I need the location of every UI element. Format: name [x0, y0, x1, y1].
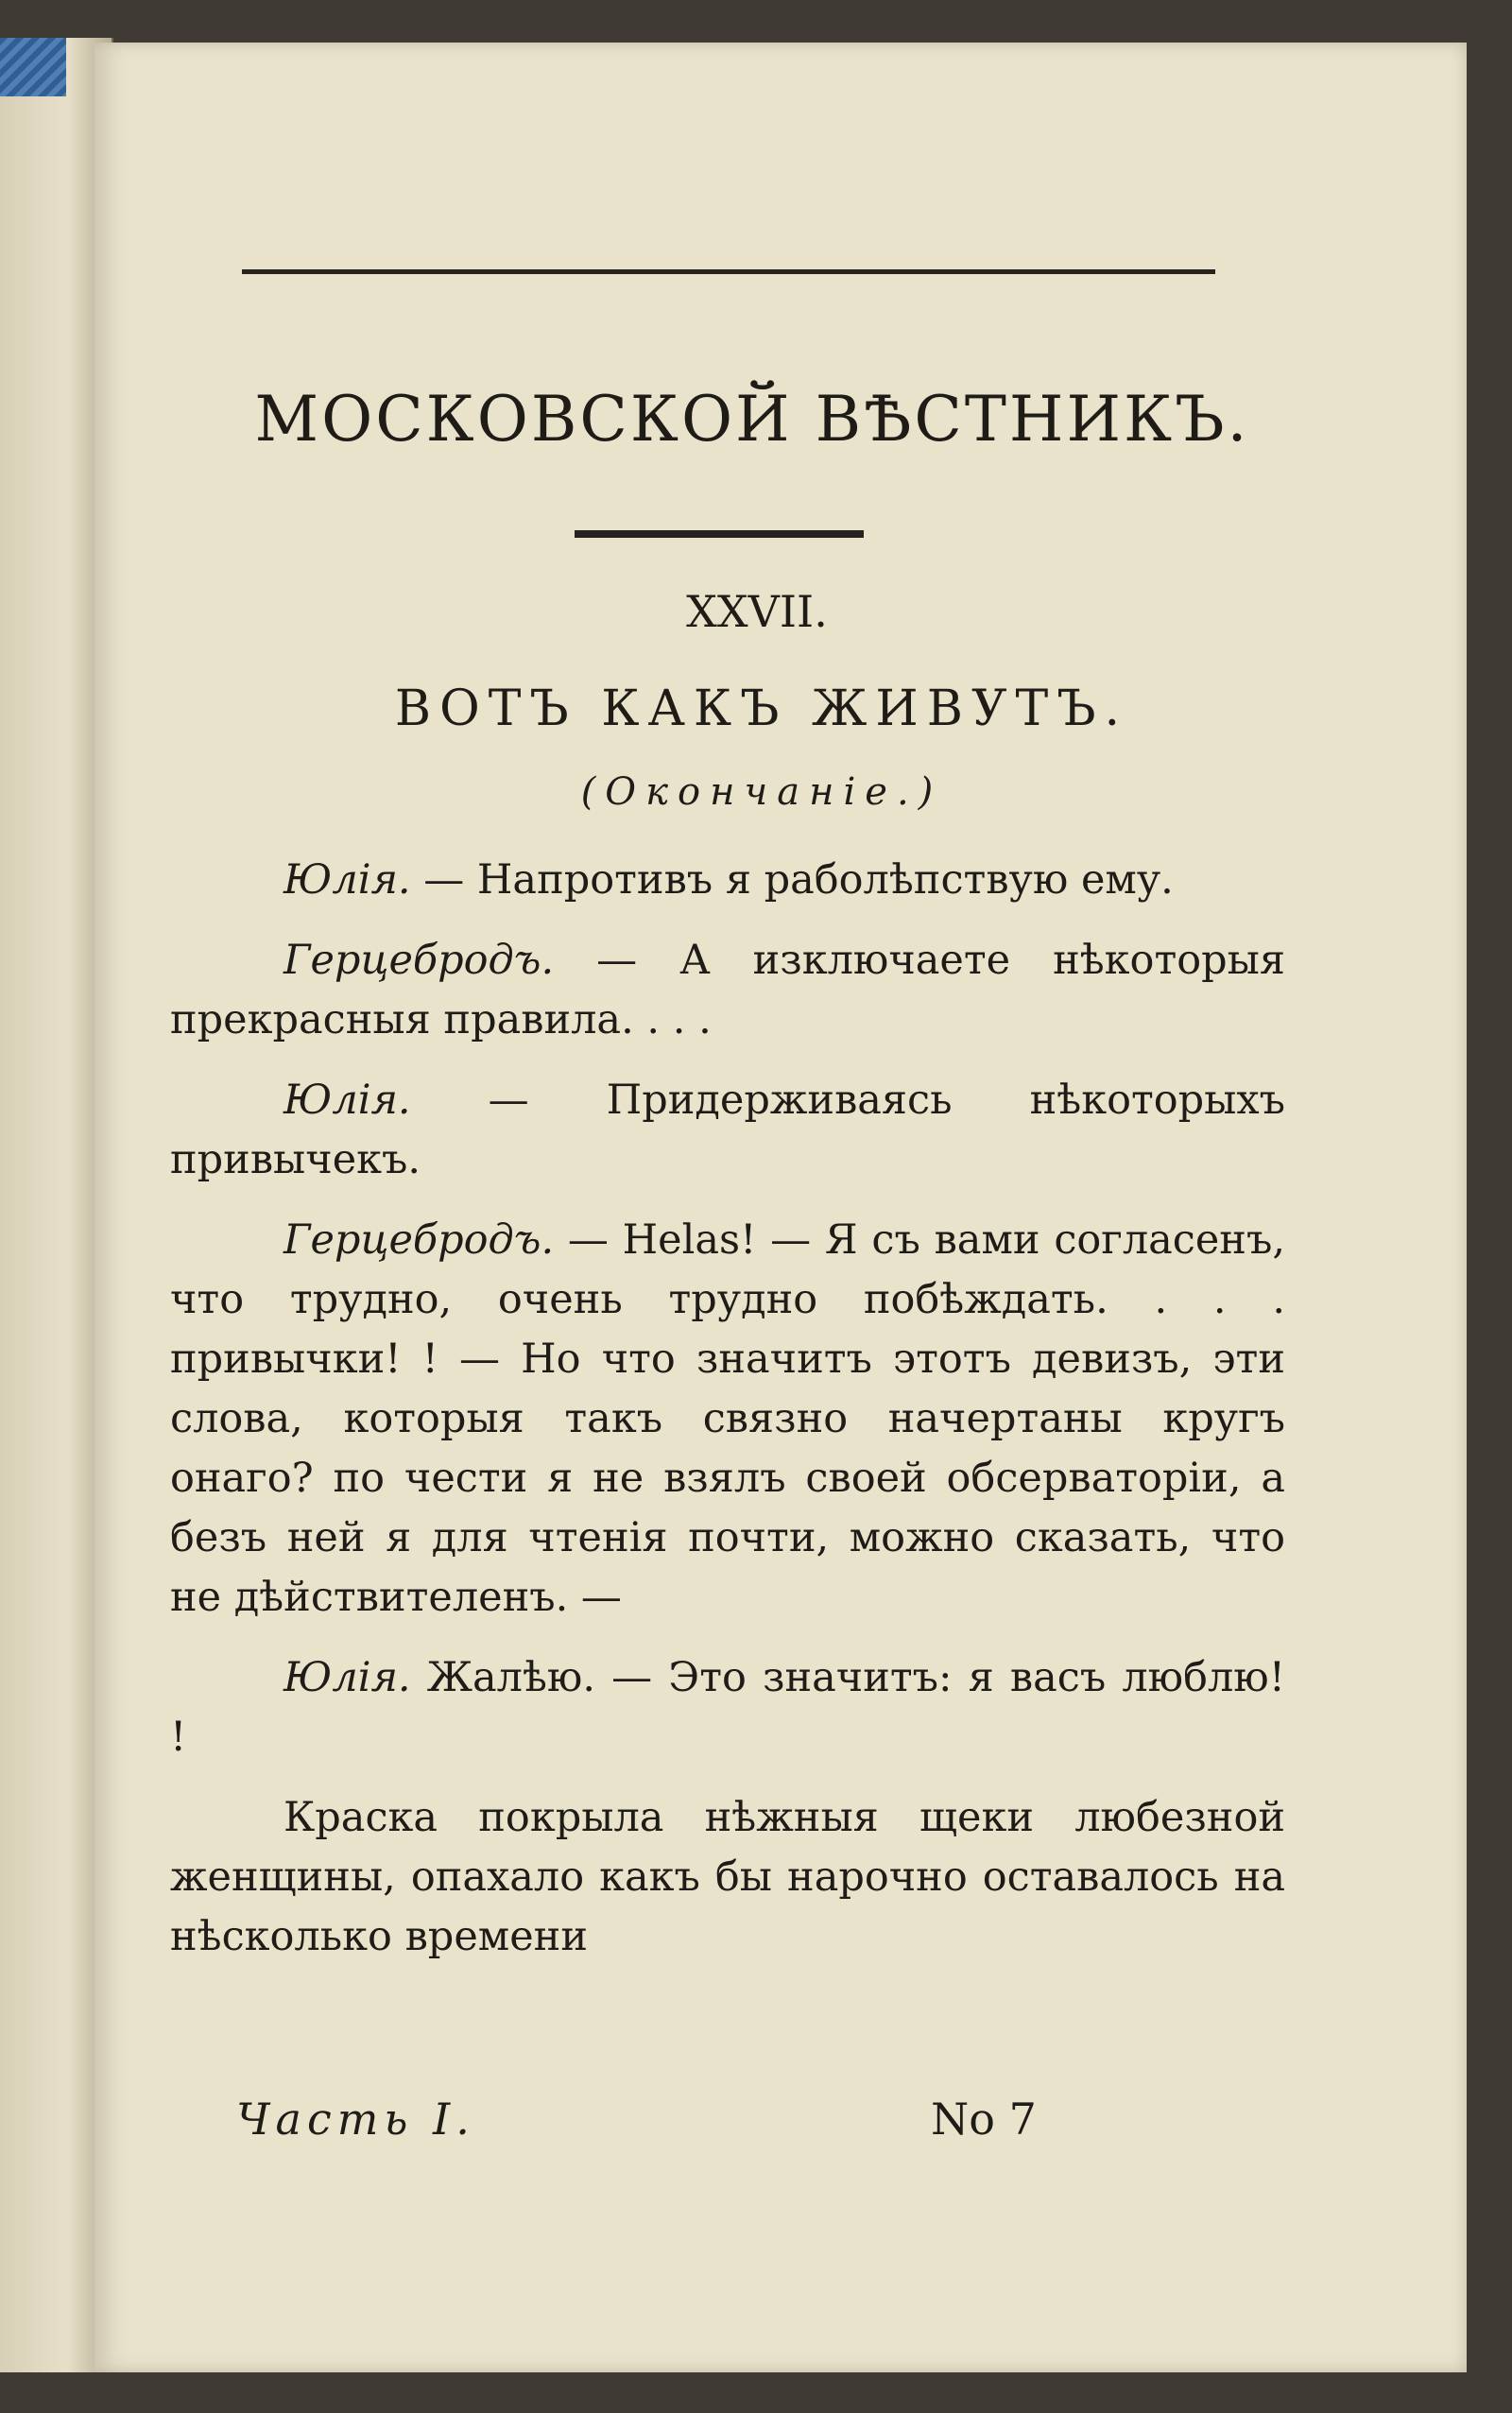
- bookmark-ribbon: [0, 38, 66, 96]
- speaker-name: Герцебродъ.: [284, 1216, 555, 1264]
- paragraph: [170, 1071, 1285, 1190]
- speaker-name: Герцебродъ.: [284, 937, 555, 984]
- paragraph: [170, 1211, 1285, 1628]
- paragraph-text: Краска покрыла нѣжныя щеки любезной женщины, опахало какъ бы нарочно оставалось на нѣсколько времени: [170, 1794, 1285, 1960]
- article-title: ВОТЪ КАКЪ ЖИВУТЪ.: [394, 681, 1129, 737]
- article-body: [170, 851, 1285, 1988]
- speaker-name: Юлія.: [284, 1654, 411, 1701]
- speaker-name: Юлія.: [284, 1077, 411, 1124]
- footer-part: Часть I.: [236, 2094, 475, 2145]
- article-subtitle: (Окончаніе.): [580, 770, 943, 814]
- paragraph-text: — Helas! — Я съ вами согласенъ, что трудно, очень трудно побѣждать. . . . привычки! ! — Но что значитъ этотъ девизъ, эти слова, которыя такъ связно начертаны кругъ онаго? по чести я не взялъ своей обсерваторіи, а безъ ней я для чтенія почти, можно сказать, что не дѣйствителенъ. —: [170, 1216, 1285, 1621]
- paragraph: [170, 1788, 1285, 1967]
- paragraph-text: Жалѣю. — Это значитъ: я васъ люблю! !: [170, 1654, 1285, 1761]
- book-page: [94, 43, 1467, 2372]
- article-number: XXVII.: [686, 586, 828, 637]
- journal-title: МОСКОВСКОЙ ВѢСТНИКЪ.: [254, 383, 1250, 456]
- title-rule: [575, 530, 864, 538]
- footer-number: No 7: [931, 2094, 1037, 2145]
- paragraph-text: — А изключаете нѣкоторыя прекрасныя правила. . . .: [170, 937, 1285, 1043]
- paragraph: [170, 851, 1285, 910]
- top-rule: [242, 269, 1215, 274]
- paragraph: [170, 1648, 1285, 1767]
- paragraph-text: — Напротивъ я раболѣпствую ему.: [410, 856, 1174, 904]
- paragraph: [170, 931, 1285, 1050]
- page-footer: [236, 2094, 1087, 2145]
- paragraph-text: — Придерживаясь нѣкоторыхъ привычекъ.: [170, 1077, 1285, 1183]
- speaker-name: Юлія.: [284, 856, 411, 904]
